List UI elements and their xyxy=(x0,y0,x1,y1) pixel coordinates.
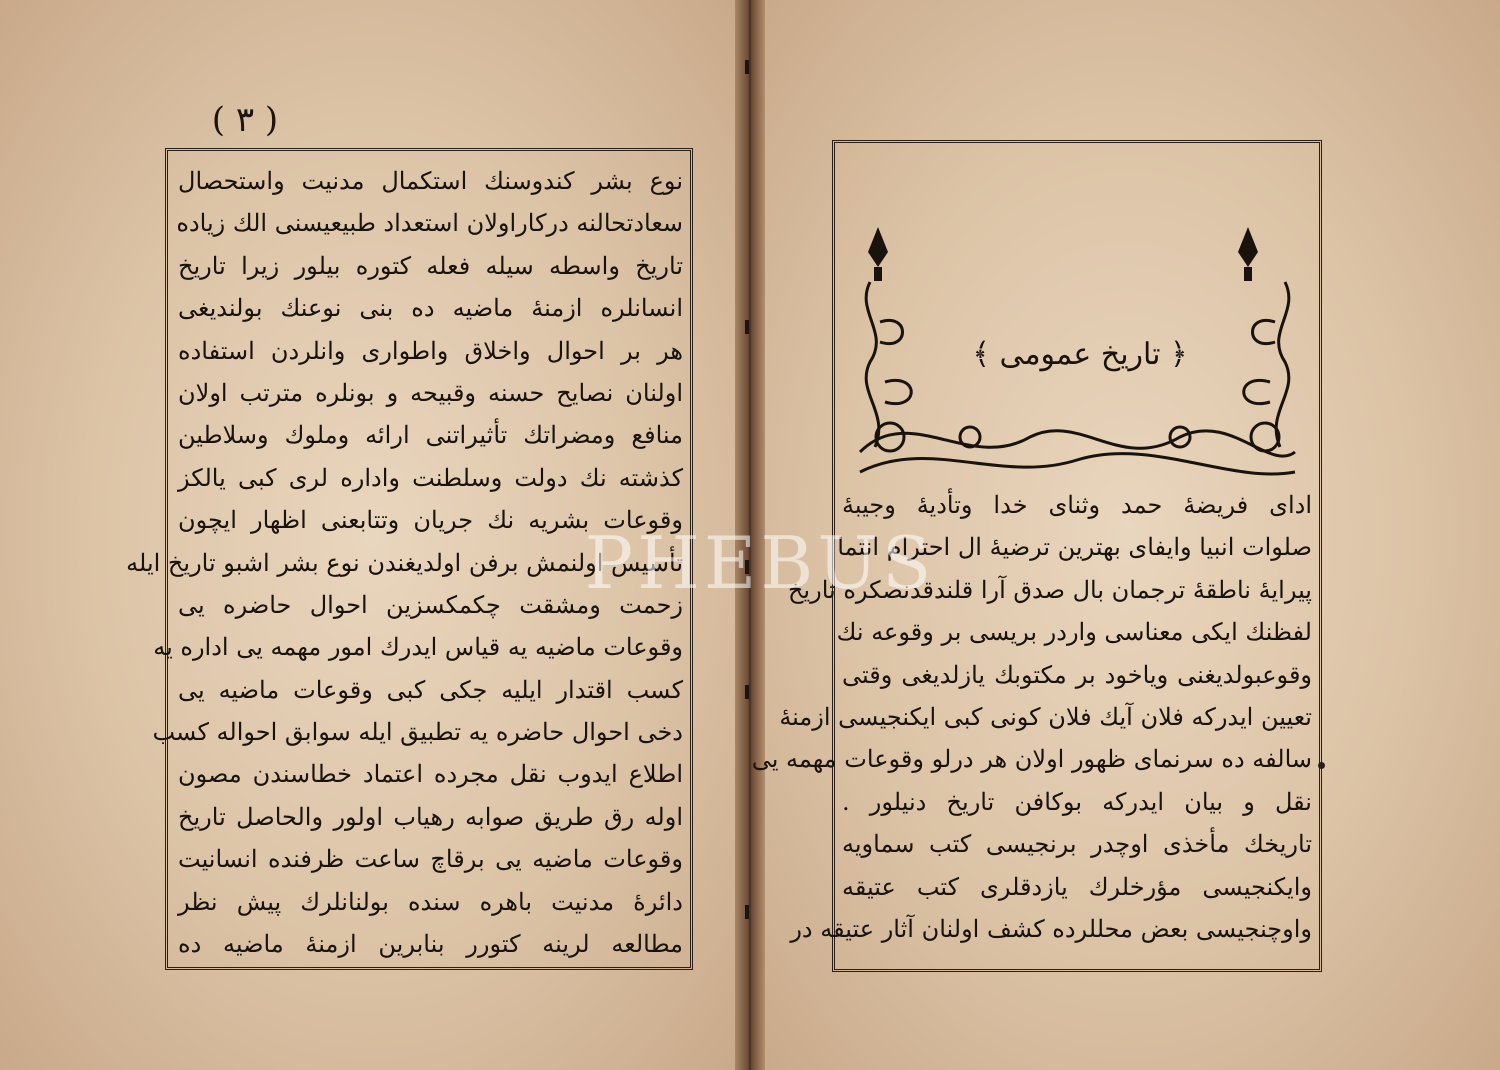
text-line: انسانلره ازمنهٔ ماضيه ده بنى نوعنك بولنديغى xyxy=(178,294,683,323)
text-line: وقوعات ماضيه يى برقاچ ساعت ظرفنده انسانيت xyxy=(178,845,683,874)
text-line: مطالعه لرينه كتورر بنابرين ازمنهٔ ماضيه ده xyxy=(178,930,683,959)
text-line: اطلاع ايدوب نقل مجرده اعتماد خطاسندن مصون xyxy=(178,760,683,789)
text-line: دائرهٔ مدنيت باهره سنده بولنانلرك پيش نظر xyxy=(178,887,683,916)
text-line: دخى احوال حاضره يه تطبيق ايله سوابق احواله كسب xyxy=(152,718,683,747)
text-line: پيرايهٔ ناطقهٔ ترجمان بال صدق آرا قلندقدنصكره تاريخ xyxy=(787,575,1312,604)
text-line: وقوعبولديغنى وياخود بر مكتوبك يازلديغى وقتى xyxy=(842,660,1312,689)
text-line: واوچنجيسى بعض محللرده كشف اولنان آثار عتيقه در xyxy=(790,914,1312,943)
binding-stitch xyxy=(745,685,749,699)
text-line: صلوات انبيا وايفاى بهترين ترضيهٔ ال احترام انتما xyxy=(837,533,1312,562)
text-line: تاريخك مأخذى اوچدر برنجيسى كتب سماويه xyxy=(842,830,1312,859)
text-line: كذشته نك دولت وسلطنت واداره لرى كبى يالكز xyxy=(178,463,683,492)
text-line: تأسيس اولنمش برفن اولديغندن نوع بشر اشبو تاريخ ايله xyxy=(126,548,683,577)
text-line: وقوعات ماضيه يه قياس ايدرك امور مهمه يى اداره يه xyxy=(153,633,683,662)
text-line: سعادتحالنه دركاراولان استعداد طبيعيسنى الك زياده xyxy=(176,209,683,238)
watermark: PHEBUS xyxy=(584,521,936,605)
text-line: منافع ومضراتك تأثيراتنى ارائه وملوك وسلاطين xyxy=(178,421,683,450)
section-heading: ﴿ تاريخ عمومى ﴾ xyxy=(972,337,1188,372)
text-line: تاريخ واسطه سيله فعله كتوره بيلور زيرا تاريخ xyxy=(178,251,683,280)
binding-stitch xyxy=(745,320,749,334)
ink-dot xyxy=(1318,762,1325,769)
text-line: كسب اقتدار ايليه جكى كبى وقوعات ماضيه يى xyxy=(178,675,683,704)
binding-stitch xyxy=(745,905,749,919)
text-line: هر بر احوال واخلاق واطوارى وانلردن استفاده xyxy=(178,336,683,365)
page-number: ( ٣ ) xyxy=(211,100,279,140)
binding-stitch xyxy=(745,60,749,74)
text-line: اولنان نصايح حسنه وقبيحه و بونلره مترتب اولان xyxy=(178,378,683,407)
text-line: وقوعات بشريه نك جريان وتتابعنى اظهار ايچون xyxy=(178,506,683,535)
text-line: اداى فريضهٔ حمد وثناى خدا وتأديهٔ وجيبهٔ xyxy=(842,491,1312,519)
text-line: سالفه ده سرنماى ظهور اولان هر درلو وقوعات مهمه يى xyxy=(751,745,1312,774)
text-line: زحمت ومشقت چكمكسزين احوال حاضره يى xyxy=(178,590,683,619)
text-line: وايكنجيسى مؤرخلرك يازدقلرى كتب عتيقه xyxy=(842,872,1312,901)
text-line: تعيين ايدركه فلان آيك فلان كونى كبى ايكنجيسى ازمنهٔ xyxy=(779,702,1312,731)
text-line: لفظنك ايكى معناسى واردر بريسى بر وقوعه نك xyxy=(836,618,1312,647)
text-line: نقل و بيان ايدركه بوكافن تاريخ دنيلور . xyxy=(842,787,1312,816)
text-line: نوع بشر كندوسنك استكمال مدنيت واستحصال xyxy=(178,167,683,195)
text-line: اوله رق طريق صوابه رهياب اولور والحاصل تاريخ xyxy=(178,802,683,831)
